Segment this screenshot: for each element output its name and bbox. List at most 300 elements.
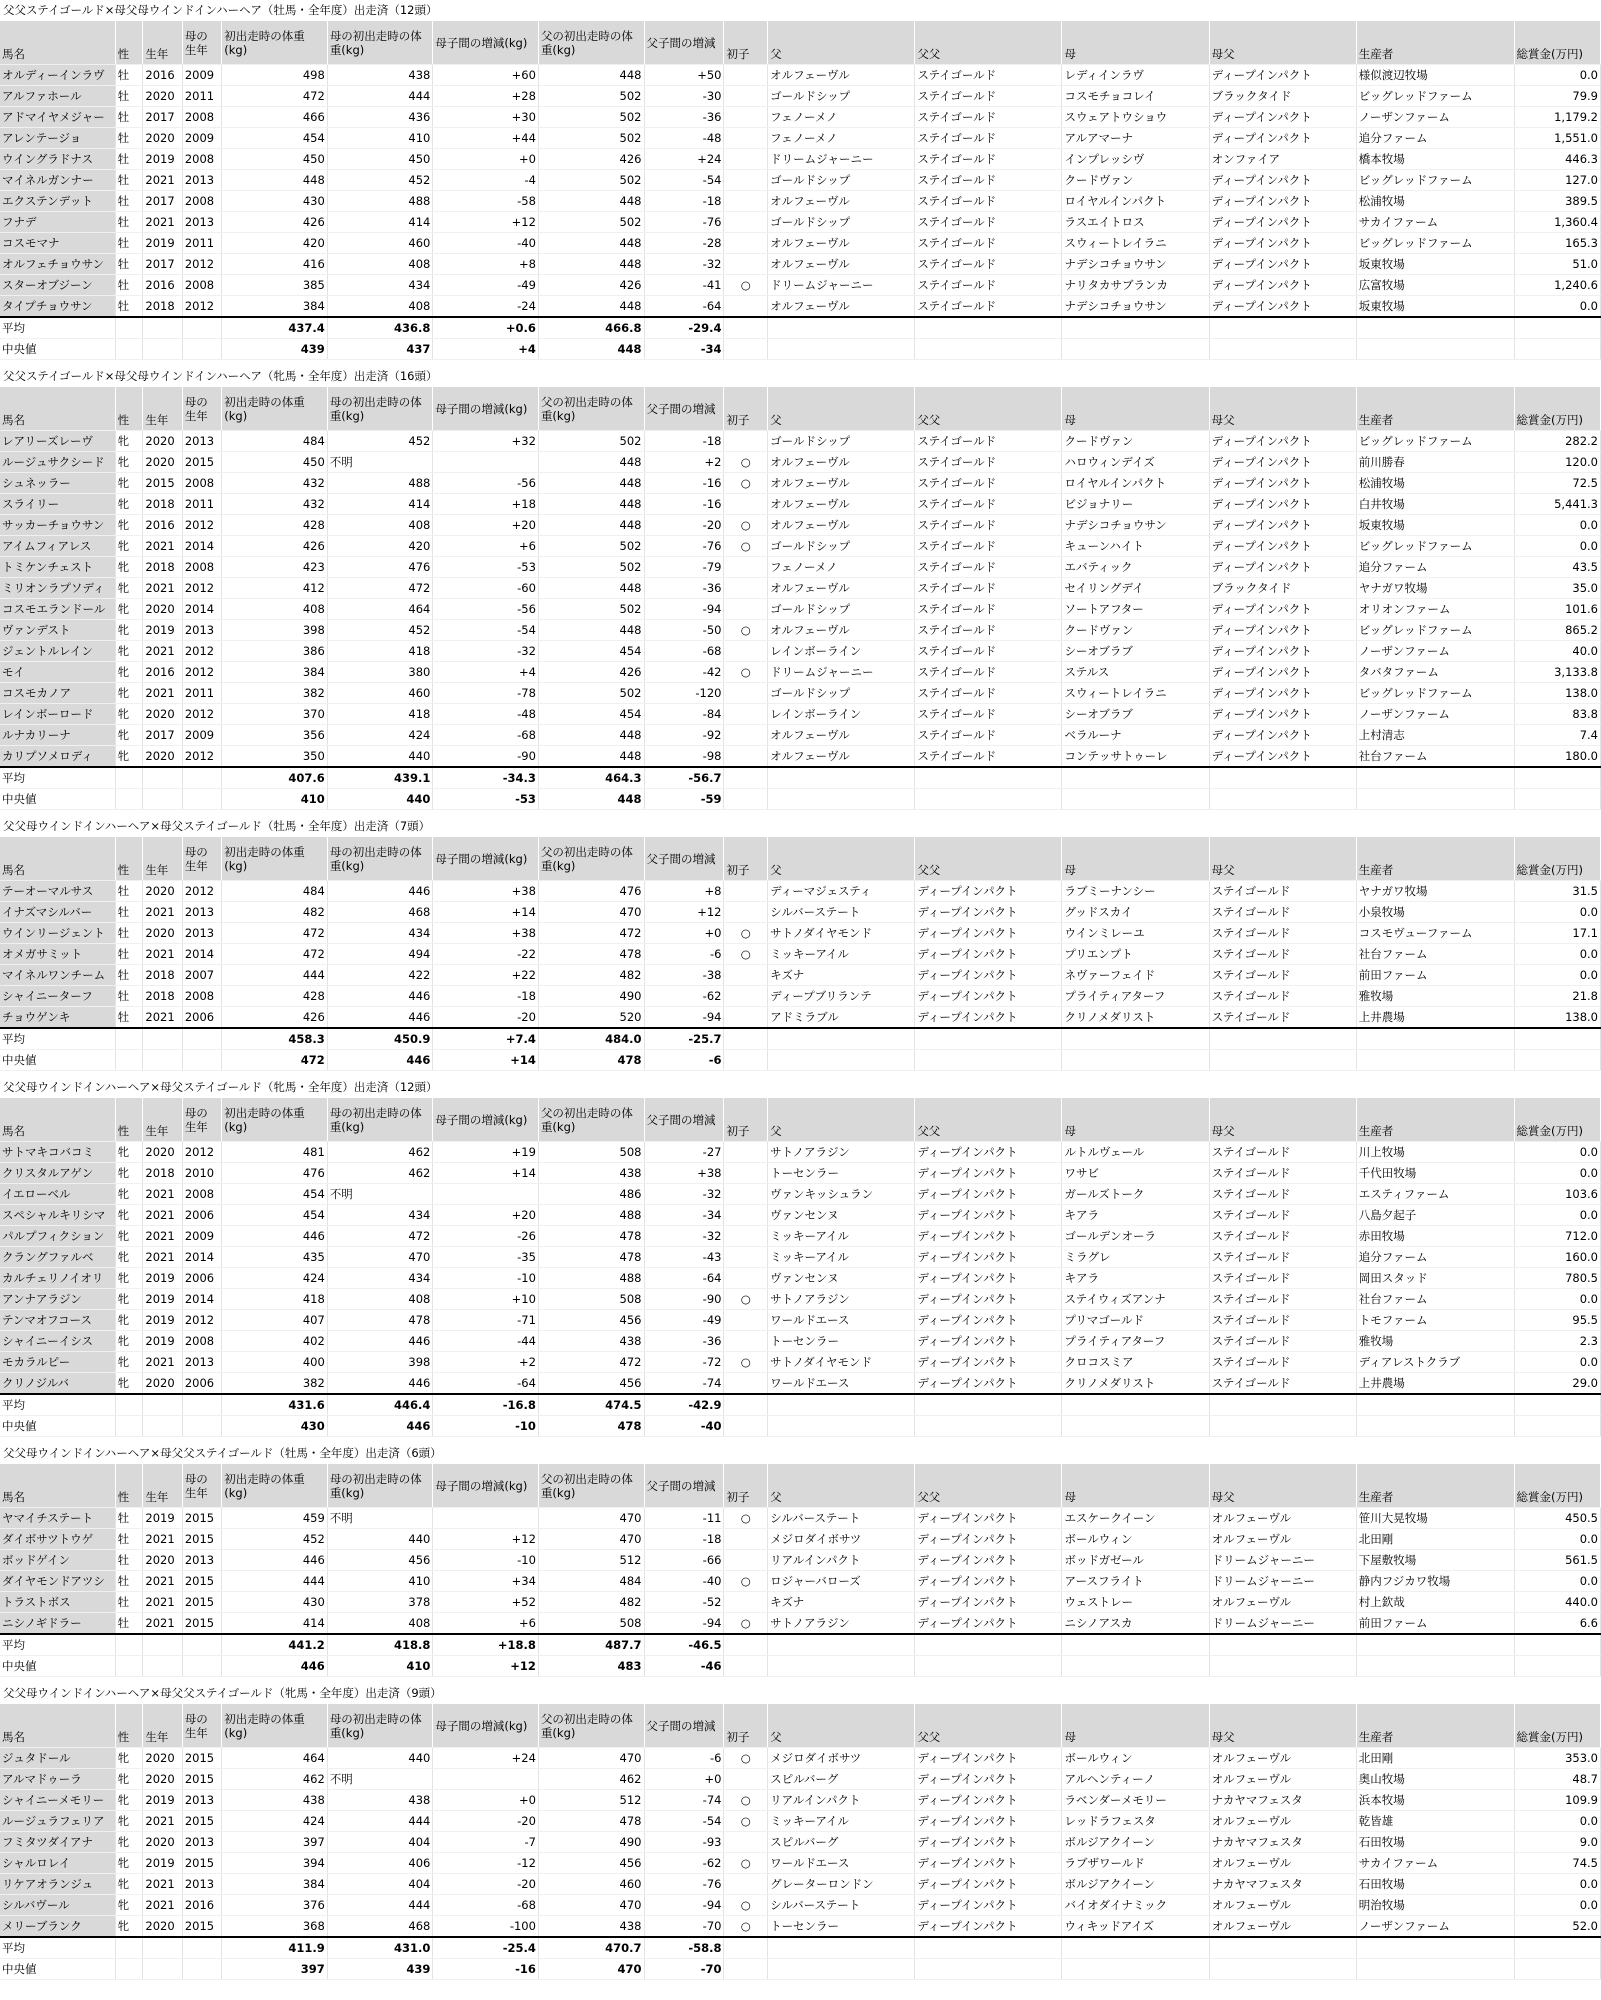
prize[interactable]: 2.3 [1514, 1331, 1600, 1352]
sire-diff[interactable]: -34 [644, 1205, 724, 1226]
sire-sire[interactable]: ステイゴールド [915, 746, 1062, 768]
dam-birth-year[interactable]: 2013 [182, 1832, 221, 1853]
sire[interactable]: アドミラブル [768, 1007, 915, 1029]
prize[interactable]: 101.6 [1514, 599, 1600, 620]
dam-birth-year[interactable]: 2011 [182, 86, 221, 107]
dam-weight[interactable]: 472 [327, 578, 433, 599]
dam-birth-year[interactable]: 2012 [182, 704, 221, 725]
horse-name[interactable]: ヴァンデスト [0, 620, 115, 641]
first-foal[interactable] [724, 599, 768, 620]
header-sire-diff[interactable]: 父子間の増減 [644, 387, 724, 431]
prize[interactable]: 0.0 [1514, 1205, 1600, 1226]
sire-sire[interactable]: ステイゴールド [915, 452, 1062, 473]
weight[interactable]: 382 [222, 683, 328, 704]
first-foal[interactable] [724, 431, 768, 452]
prize[interactable]: 0.0 [1514, 1352, 1600, 1373]
dam-birth-year[interactable]: 2006 [182, 1268, 221, 1289]
dam[interactable]: コンテッサトゥーレ [1062, 746, 1209, 768]
dam-sire[interactable]: オルフェーヴル [1209, 1508, 1356, 1529]
prize[interactable]: 109.9 [1514, 1790, 1600, 1811]
header-sire[interactable]: 父 [768, 1704, 915, 1748]
dam-weight[interactable]: 460 [327, 233, 433, 254]
dam-birth-year[interactable]: 2008 [182, 473, 221, 494]
horse-name[interactable]: エクステンデット [0, 191, 115, 212]
weight[interactable]: 466 [222, 107, 328, 128]
sire-weight[interactable]: 448 [538, 746, 644, 768]
sire[interactable]: リアルインパクト [768, 1550, 915, 1571]
sire-sire[interactable]: ディープインパクト [915, 1529, 1062, 1550]
sex[interactable]: 牝 [115, 1142, 143, 1163]
header-weight[interactable]: 初出走時の体重(kg) [222, 21, 328, 65]
dam-birth-year[interactable]: 2013 [182, 1550, 221, 1571]
sire[interactable]: ワールドエース [768, 1373, 915, 1395]
dam[interactable]: ナデシコチョウサン [1062, 296, 1209, 318]
sire[interactable]: オルフェーヴル [768, 233, 915, 254]
weight[interactable]: 498 [222, 65, 328, 86]
weight[interactable]: 444 [222, 965, 328, 986]
birth-year[interactable]: 2020 [143, 746, 182, 768]
horse-name[interactable]: フナデ [0, 212, 115, 233]
breeder[interactable]: 上村清志 [1356, 725, 1514, 746]
birth-year[interactable]: 2017 [143, 191, 182, 212]
dam-weight[interactable]: 404 [327, 1832, 433, 1853]
first-foal[interactable]: ○ [724, 1289, 768, 1310]
sire-diff[interactable]: -41 [644, 275, 724, 296]
header-sire-diff[interactable]: 父子間の増減 [644, 837, 724, 881]
dam[interactable]: レディインラヴ [1062, 65, 1209, 86]
sire-diff[interactable]: -64 [644, 1268, 724, 1289]
sex[interactable]: 牝 [115, 1289, 143, 1310]
dam[interactable]: スウィートレイラニ [1062, 233, 1209, 254]
breeder[interactable]: ビッグレッドファーム [1356, 233, 1514, 254]
horse-name[interactable]: カルチェリノイオリ [0, 1268, 115, 1289]
header-sire-sire[interactable]: 父父 [915, 21, 1062, 65]
weight[interactable]: 426 [222, 536, 328, 557]
sire-diff[interactable]: -16 [644, 473, 724, 494]
dam-weight[interactable]: 440 [327, 1748, 433, 1769]
breeder[interactable]: コスモヴューファーム [1356, 923, 1514, 944]
sire-weight[interactable]: 486 [538, 1184, 644, 1205]
sire-diff[interactable]: -94 [644, 1007, 724, 1029]
horse-name[interactable]: ヤマイチステート [0, 1508, 115, 1529]
dam-diff[interactable]: -7 [433, 1832, 539, 1853]
sire-sire[interactable]: ディープインパクト [915, 1853, 1062, 1874]
header-name[interactable]: 馬名 [0, 1704, 115, 1748]
dam-diff[interactable]: -4 [433, 170, 539, 191]
dam-weight[interactable]: 438 [327, 65, 433, 86]
first-foal[interactable]: ○ [724, 662, 768, 683]
first-foal[interactable] [724, 986, 768, 1007]
dam-sire[interactable]: ディープインパクト [1209, 599, 1356, 620]
sex[interactable]: 牡 [115, 1007, 143, 1029]
dam[interactable]: キアラ [1062, 1268, 1209, 1289]
sire-diff[interactable]: -74 [644, 1790, 724, 1811]
dam-sire[interactable]: ディープインパクト [1209, 254, 1356, 275]
header-dam-sire[interactable]: 母父 [1209, 1098, 1356, 1142]
sire-sire[interactable]: ステイゴールド [915, 578, 1062, 599]
sire-diff[interactable]: -36 [644, 1331, 724, 1352]
sex[interactable]: 牡 [115, 149, 143, 170]
dam-diff[interactable]: -22 [433, 944, 539, 965]
sex[interactable]: 牝 [115, 473, 143, 494]
first-foal[interactable]: ○ [724, 1790, 768, 1811]
dam-birth-year[interactable]: 2014 [182, 599, 221, 620]
prize[interactable]: 72.5 [1514, 473, 1600, 494]
dam[interactable]: インプレッシヴ [1062, 149, 1209, 170]
dam-weight[interactable]: 488 [327, 191, 433, 212]
first-foal[interactable] [724, 641, 768, 662]
birth-year[interactable]: 2019 [143, 1508, 182, 1529]
dam-weight[interactable]: 不明 [327, 1184, 433, 1205]
sire-sire[interactable]: ステイゴールド [915, 515, 1062, 536]
dam-birth-year[interactable]: 2013 [182, 1790, 221, 1811]
dam-weight[interactable]: 468 [327, 1916, 433, 1938]
header-breeder[interactable]: 生産者 [1356, 21, 1514, 65]
weight[interactable]: 370 [222, 704, 328, 725]
breeder[interactable]: 笹川大晃牧場 [1356, 1508, 1514, 1529]
dam-diff[interactable]: +8 [433, 254, 539, 275]
dam-birth-year[interactable]: 2010 [182, 1163, 221, 1184]
dam-birth-year[interactable]: 2013 [182, 1874, 221, 1895]
sire-diff[interactable]: -6 [644, 944, 724, 965]
horse-name[interactable]: サトマキコバコミ [0, 1142, 115, 1163]
dam-sire[interactable]: ディープインパクト [1209, 473, 1356, 494]
sire-diff[interactable]: +0 [644, 923, 724, 944]
sire[interactable]: キズナ [768, 1592, 915, 1613]
sire[interactable]: メジロダイボサツ [768, 1748, 915, 1769]
header-breeder[interactable]: 生産者 [1356, 1704, 1514, 1748]
sire-diff[interactable]: -92 [644, 725, 724, 746]
sex[interactable]: 牝 [115, 452, 143, 473]
prize[interactable]: 160.0 [1514, 1247, 1600, 1268]
sire-sire[interactable]: ディープインパクト [915, 1373, 1062, 1395]
breeder[interactable]: 小泉牧場 [1356, 902, 1514, 923]
prize[interactable]: 120.0 [1514, 452, 1600, 473]
sire[interactable]: シルバーステート [768, 1508, 915, 1529]
sire-diff[interactable]: -18 [644, 431, 724, 452]
sire[interactable]: オルフェーヴル [768, 296, 915, 318]
breeder[interactable]: 岡田スタッド [1356, 1268, 1514, 1289]
first-foal[interactable]: ○ [724, 944, 768, 965]
sire-weight[interactable]: 460 [538, 1874, 644, 1895]
breeder[interactable]: 静内フジカワ牧場 [1356, 1571, 1514, 1592]
horse-name[interactable]: カリプソメロディ [0, 746, 115, 768]
header-sire-sire[interactable]: 父父 [915, 837, 1062, 881]
sire-diff[interactable]: -98 [644, 746, 724, 768]
dam-weight[interactable]: 406 [327, 1853, 433, 1874]
sex[interactable]: 牝 [115, 641, 143, 662]
sire-weight[interactable]: 508 [538, 1289, 644, 1310]
dam[interactable]: キューンハイト [1062, 536, 1209, 557]
dam-birth-year[interactable]: 2008 [182, 149, 221, 170]
prize[interactable]: 0.0 [1514, 1142, 1600, 1163]
dam-diff[interactable]: +44 [433, 128, 539, 149]
birth-year[interactable]: 2021 [143, 1571, 182, 1592]
sire-sire[interactable]: ステイゴールド [915, 683, 1062, 704]
sire[interactable]: ゴールドシップ [768, 683, 915, 704]
header-name[interactable]: 馬名 [0, 1464, 115, 1508]
header-dam-sire[interactable]: 母父 [1209, 1464, 1356, 1508]
dam-sire[interactable]: ブラックタイド [1209, 578, 1356, 599]
sire-weight[interactable]: 426 [538, 662, 644, 683]
breeder[interactable]: 赤田牧場 [1356, 1226, 1514, 1247]
dam-sire[interactable]: オルフェーヴル [1209, 1529, 1356, 1550]
dam-birth-year[interactable]: 2006 [182, 1205, 221, 1226]
breeder[interactable]: 北田剛 [1356, 1529, 1514, 1550]
prize[interactable]: 0.0 [1514, 965, 1600, 986]
sex[interactable]: 牝 [115, 1247, 143, 1268]
first-foal[interactable] [724, 746, 768, 768]
breeder[interactable]: オリオンファーム [1356, 599, 1514, 620]
dam-weight[interactable]: 446 [327, 1373, 433, 1395]
sex[interactable]: 牝 [115, 578, 143, 599]
dam-weight[interactable]: 418 [327, 704, 433, 725]
sire-diff[interactable]: -84 [644, 704, 724, 725]
dam-diff[interactable] [433, 1769, 539, 1790]
sire-weight[interactable]: 470 [538, 902, 644, 923]
weight[interactable]: 472 [222, 944, 328, 965]
dam-sire[interactable]: ディープインパクト [1209, 746, 1356, 768]
breeder[interactable]: サカイファーム [1356, 1853, 1514, 1874]
sire-sire[interactable]: ステイゴールド [915, 170, 1062, 191]
sire-diff[interactable]: -32 [644, 1226, 724, 1247]
breeder[interactable]: 白井牧場 [1356, 494, 1514, 515]
dam-sire[interactable]: ドリームジャーニー [1209, 1550, 1356, 1571]
dam-sire[interactable]: ディープインパクト [1209, 296, 1356, 318]
weight[interactable]: 423 [222, 557, 328, 578]
horse-name[interactable]: リケアオランジュ [0, 1874, 115, 1895]
prize[interactable]: 446.3 [1514, 149, 1600, 170]
first-foal[interactable] [724, 65, 768, 86]
sire-sire[interactable]: ディープインパクト [915, 965, 1062, 986]
breeder[interactable]: 八島夕起子 [1356, 1205, 1514, 1226]
sire-weight[interactable]: 512 [538, 1550, 644, 1571]
sire[interactable]: ヴァンセンヌ [768, 1205, 915, 1226]
horse-name[interactable]: ルナカリーナ [0, 725, 115, 746]
sire-sire[interactable]: ディープインパクト [915, 986, 1062, 1007]
horse-name[interactable]: クリスタルアゲン [0, 1163, 115, 1184]
first-foal[interactable]: ○ [724, 452, 768, 473]
dam-birth-year[interactable]: 2015 [182, 1769, 221, 1790]
prize[interactable]: 43.5 [1514, 557, 1600, 578]
breeder[interactable]: ビッグレッドファーム [1356, 170, 1514, 191]
header-dam[interactable]: 母 [1062, 837, 1209, 881]
prize[interactable]: 0.0 [1514, 1874, 1600, 1895]
dam[interactable]: セイリングデイ [1062, 578, 1209, 599]
birth-year[interactable]: 2020 [143, 923, 182, 944]
header-sex[interactable]: 性 [115, 1098, 143, 1142]
horse-name[interactable]: レアリーズレーヴ [0, 431, 115, 452]
weight[interactable]: 382 [222, 1373, 328, 1395]
breeder[interactable]: 社台ファーム [1356, 746, 1514, 768]
sex[interactable]: 牝 [115, 1205, 143, 1226]
dam[interactable]: ミラグレ [1062, 1247, 1209, 1268]
breeder[interactable]: ノーザンファーム [1356, 107, 1514, 128]
sex[interactable]: 牝 [115, 725, 143, 746]
first-foal[interactable]: ○ [724, 275, 768, 296]
weight[interactable]: 448 [222, 170, 328, 191]
dam-weight[interactable]: 438 [327, 1790, 433, 1811]
dam-sire[interactable]: ナカヤマフェスタ [1209, 1832, 1356, 1853]
sire[interactable]: リアルインパクト [768, 1790, 915, 1811]
sire-diff[interactable]: -20 [644, 515, 724, 536]
prize[interactable]: 79.9 [1514, 86, 1600, 107]
dam-sire[interactable]: ディープインパクト [1209, 683, 1356, 704]
prize[interactable]: 0.0 [1514, 536, 1600, 557]
header-sire[interactable]: 父 [768, 1464, 915, 1508]
sex[interactable]: 牡 [115, 1571, 143, 1592]
weight[interactable]: 418 [222, 1289, 328, 1310]
sire-weight[interactable]: 502 [538, 107, 644, 128]
dam-birth-year[interactable]: 2011 [182, 683, 221, 704]
dam-sire[interactable]: ディープインパクト [1209, 641, 1356, 662]
dam-weight[interactable]: 408 [327, 296, 433, 318]
sire-diff[interactable]: +8 [644, 881, 724, 902]
header-dam-weight[interactable]: 母の初出走時の体重(kg) [327, 387, 433, 431]
first-foal[interactable] [724, 254, 768, 275]
breeder[interactable]: 乾皆雄 [1356, 1811, 1514, 1832]
sire-diff[interactable]: -32 [644, 254, 724, 275]
birth-year[interactable]: 2018 [143, 1163, 182, 1184]
sire[interactable]: ドリームジャーニー [768, 275, 915, 296]
sire[interactable]: レインボーライン [768, 704, 915, 725]
dam-sire[interactable]: オルフェーヴル [1209, 1811, 1356, 1832]
dam[interactable]: プリマゴールド [1062, 1310, 1209, 1331]
sire-weight[interactable]: 462 [538, 1769, 644, 1790]
dam-diff[interactable]: -56 [433, 473, 539, 494]
dam-birth-year[interactable]: 2015 [182, 1529, 221, 1550]
dam-birth-year[interactable]: 2012 [182, 662, 221, 683]
sire-sire[interactable]: ディープインパクト [915, 923, 1062, 944]
prize[interactable]: 0.0 [1514, 902, 1600, 923]
sex[interactable]: 牡 [115, 254, 143, 275]
prize[interactable]: 1,240.6 [1514, 275, 1600, 296]
weight[interactable]: 432 [222, 494, 328, 515]
sire-sire[interactable]: ステイゴールド [915, 86, 1062, 107]
dam-sire[interactable]: オルフェーヴル [1209, 1916, 1356, 1938]
dam-birth-year[interactable]: 2012 [182, 515, 221, 536]
first-foal[interactable] [724, 128, 768, 149]
header-sire[interactable]: 父 [768, 387, 915, 431]
breeder[interactable]: 奥山牧場 [1356, 1769, 1514, 1790]
breeder[interactable]: 石田牧場 [1356, 1874, 1514, 1895]
sire-diff[interactable]: -68 [644, 641, 724, 662]
sire-sire[interactable]: ディープインパクト [915, 1331, 1062, 1352]
weight[interactable]: 482 [222, 902, 328, 923]
sire-sire[interactable]: ディープインパクト [915, 1916, 1062, 1938]
dam-sire[interactable]: オルフェーヴル [1209, 1592, 1356, 1613]
first-foal[interactable] [724, 1550, 768, 1571]
birth-year[interactable]: 2019 [143, 1289, 182, 1310]
sire[interactable]: サトノアラジン [768, 1289, 915, 1310]
dam-diff[interactable]: +20 [433, 1205, 539, 1226]
weight[interactable]: 384 [222, 662, 328, 683]
breeder[interactable]: 浜本牧場 [1356, 1790, 1514, 1811]
sex[interactable]: 牡 [115, 1529, 143, 1550]
dam-sire[interactable]: ステイゴールド [1209, 1205, 1356, 1226]
birth-year[interactable]: 2021 [143, 944, 182, 965]
dam[interactable]: シーオブラブ [1062, 641, 1209, 662]
birth-year[interactable]: 2016 [143, 662, 182, 683]
dam-weight[interactable]: 404 [327, 1874, 433, 1895]
sex[interactable]: 牡 [115, 965, 143, 986]
dam-birth-year[interactable]: 2006 [182, 1007, 221, 1029]
dam[interactable]: ハロウィンデイズ [1062, 452, 1209, 473]
sex[interactable]: 牡 [115, 191, 143, 212]
header-weight[interactable]: 初出走時の体重(kg) [222, 837, 328, 881]
dam-birth-year[interactable]: 2015 [182, 1853, 221, 1874]
sex[interactable]: 牡 [115, 233, 143, 254]
horse-name[interactable]: ウインリージェント [0, 923, 115, 944]
dam-weight[interactable]: 408 [327, 254, 433, 275]
weight[interactable]: 450 [222, 452, 328, 473]
sire-weight[interactable]: 456 [538, 1310, 644, 1331]
sex[interactable]: 牝 [115, 1895, 143, 1916]
dam-weight[interactable]: 414 [327, 212, 433, 233]
birth-year[interactable]: 2021 [143, 536, 182, 557]
weight[interactable]: 385 [222, 275, 328, 296]
dam-diff[interactable]: +24 [433, 1748, 539, 1769]
first-foal[interactable] [724, 704, 768, 725]
weight[interactable]: 454 [222, 1205, 328, 1226]
dam-birth-year[interactable]: 2014 [182, 1289, 221, 1310]
breeder[interactable]: 坂東牧場 [1356, 254, 1514, 275]
sire-sire[interactable]: ステイゴールド [915, 149, 1062, 170]
dam[interactable]: クリノメダリスト [1062, 1373, 1209, 1395]
birth-year[interactable]: 2021 [143, 1613, 182, 1635]
birth-year[interactable]: 2021 [143, 1874, 182, 1895]
prize[interactable]: 0.0 [1514, 1529, 1600, 1550]
sire-weight[interactable]: 482 [538, 965, 644, 986]
first-foal[interactable] [724, 1373, 768, 1395]
dam-diff[interactable]: -56 [433, 599, 539, 620]
sex[interactable]: 牝 [115, 1769, 143, 1790]
dam-sire[interactable]: ドリームジャーニー [1209, 1571, 1356, 1592]
sex[interactable]: 牝 [115, 1916, 143, 1938]
header-sire[interactable]: 父 [768, 837, 915, 881]
sire-sire[interactable]: ディープインパクト [915, 1007, 1062, 1029]
dam-sire[interactable]: ディープインパクト [1209, 65, 1356, 86]
dam-weight[interactable]: 434 [327, 275, 433, 296]
prize[interactable]: 48.7 [1514, 1769, 1600, 1790]
breeder[interactable]: ディアレストクラブ [1356, 1352, 1514, 1373]
horse-name[interactable]: パルプフィクション [0, 1226, 115, 1247]
birth-year[interactable]: 2019 [143, 233, 182, 254]
prize[interactable]: 0.0 [1514, 944, 1600, 965]
birth-year[interactable]: 2020 [143, 1769, 182, 1790]
breeder[interactable]: ビッグレッドファーム [1356, 536, 1514, 557]
sire[interactable]: サトノダイヤモンド [768, 1352, 915, 1373]
birth-year[interactable]: 2018 [143, 296, 182, 318]
header-dam-sire[interactable]: 母父 [1209, 837, 1356, 881]
dam-sire[interactable]: ステイゴールド [1209, 1289, 1356, 1310]
breeder[interactable]: 千代田牧場 [1356, 1163, 1514, 1184]
sire-diff[interactable]: -72 [644, 1352, 724, 1373]
prize[interactable]: 1,179.2 [1514, 107, 1600, 128]
sire-weight[interactable]: 448 [538, 65, 644, 86]
sire-sire[interactable]: ディープインパクト [915, 1163, 1062, 1184]
birth-year[interactable]: 2017 [143, 107, 182, 128]
dam-weight[interactable]: 452 [327, 620, 433, 641]
dam-birth-year[interactable]: 2013 [182, 212, 221, 233]
header-name[interactable]: 馬名 [0, 21, 115, 65]
sire[interactable]: ドリームジャーニー [768, 149, 915, 170]
sire-sire[interactable]: ディープインパクト [915, 1748, 1062, 1769]
horse-name[interactable]: シュネッラー [0, 473, 115, 494]
dam-birth-year[interactable]: 2014 [182, 536, 221, 557]
sire-diff[interactable]: -36 [644, 107, 724, 128]
breeder[interactable]: 松浦牧場 [1356, 191, 1514, 212]
